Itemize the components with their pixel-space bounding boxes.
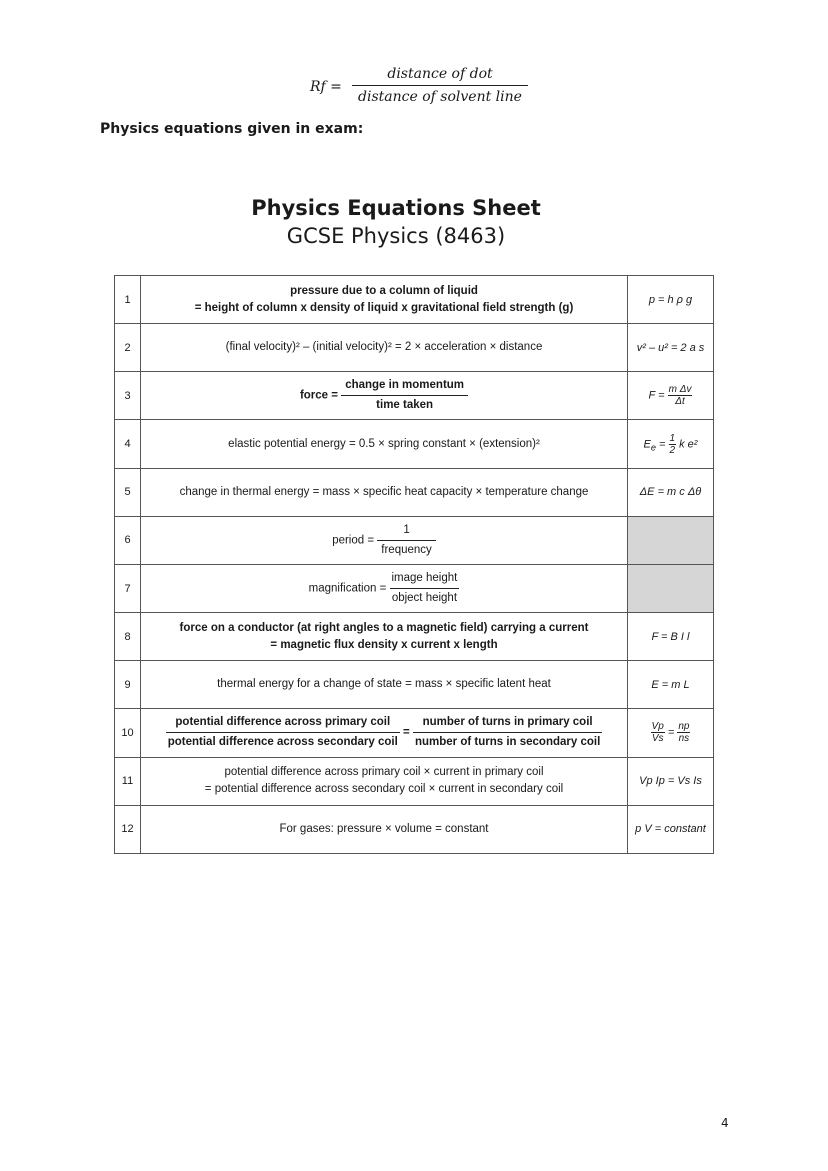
row-number: 5: [115, 468, 141, 516]
equation-symbol: ΔE = m c Δθ: [628, 468, 714, 516]
fraction-numerator: 1: [377, 522, 436, 541]
symbol-lhs: F =: [648, 389, 665, 402]
sheet-title: Physics Equations Sheet: [251, 196, 541, 220]
equation-text: For gases: pressure × volume = constant: [141, 805, 628, 853]
equation-symbol: [628, 372, 714, 420]
equation-symbol: Vp Ip = Vs Is: [628, 757, 714, 805]
equation-line: potential difference across primary coil × current in primary coil: [224, 766, 544, 779]
empty-symbol-cell: [628, 564, 714, 612]
symbol-numerator: m Δv: [668, 384, 692, 396]
fraction-numerator: potential difference across primary coil: [166, 714, 400, 733]
intro-heading: Physics equations given in exam:: [100, 121, 364, 137]
equation-text: [141, 276, 628, 324]
symbol-fraction: [651, 721, 665, 744]
equation-equals: =: [403, 727, 410, 740]
equation-fraction: [413, 714, 602, 751]
equation-lhs: magnification =: [308, 582, 387, 595]
equation-symbol: E = m L: [628, 661, 714, 709]
equation-text: [141, 613, 628, 661]
fraction-numerator: image height: [390, 570, 460, 589]
rf-fraction: [352, 66, 528, 105]
table-row: [115, 564, 714, 612]
symbol-subscript: e: [650, 442, 656, 453]
symbol-denominator: 2: [669, 444, 676, 456]
symbol-numerator: np: [678, 721, 690, 733]
fraction-denominator: potential difference across secondary coil: [167, 736, 398, 749]
symbol-rhs: k e²: [676, 437, 698, 450]
row-number: 1: [115, 276, 141, 324]
table-row: [115, 420, 714, 468]
table-row: [115, 757, 714, 805]
equation-text: [141, 516, 628, 564]
symbol-numerator: 1: [669, 432, 676, 444]
equation-lhs: period =: [332, 534, 375, 547]
rf-numerator: distance of dot: [352, 66, 528, 86]
equation-symbol: v² – u² = 2 a s: [628, 324, 714, 372]
empty-symbol-cell: [628, 516, 714, 564]
row-number: 11: [115, 757, 141, 805]
equation-text: [141, 564, 628, 612]
symbol-fraction: [669, 433, 677, 456]
equation-text: elastic potential energy = 0.5 × spring constant × (extension)²: [141, 420, 628, 468]
table-row: [115, 276, 714, 324]
table-row: [115, 661, 714, 709]
symbol-denominator: Vs: [651, 733, 664, 745]
symbol-denominator: ns: [678, 733, 690, 745]
fraction-numerator: change in momentum: [341, 377, 468, 396]
equation-line: force on a conductor (at right angles to a magnetic field) carrying a current: [179, 621, 589, 634]
rf-lhs: Rf =: [310, 79, 342, 95]
equation-text: [141, 757, 628, 805]
equation-line: = height of column x density of liquid x gravitational field strength (g): [194, 301, 574, 314]
symbol-equals: =: [655, 437, 666, 450]
table-row: [115, 709, 714, 757]
equation-line: pressure due to a column of liquid: [290, 284, 478, 297]
equation-lhs: force =: [299, 389, 338, 402]
table-row: [115, 324, 714, 372]
symbol-denominator: Δt: [675, 396, 685, 408]
rf-denominator: distance of solvent line: [358, 89, 522, 105]
fraction-numerator: number of turns in primary coil: [413, 714, 602, 733]
table-row: [115, 372, 714, 420]
table-row: [115, 613, 714, 661]
row-number: 8: [115, 613, 141, 661]
symbol-lhs: E: [643, 437, 651, 450]
equation-fraction: [341, 377, 468, 414]
symbol-fraction: [677, 721, 690, 744]
fraction-denominator: frequency: [381, 543, 432, 556]
equation-symbol: p V = constant: [628, 805, 714, 853]
rf-formula: [310, 66, 540, 112]
equation-text: [141, 709, 628, 757]
row-number: 7: [115, 564, 141, 612]
row-number: 6: [115, 516, 141, 564]
equation-symbol: [628, 709, 714, 757]
fraction-denominator: object height: [391, 592, 458, 605]
equation-text: thermal energy for a change of state = mass × specific latent heat: [141, 661, 628, 709]
equation-line: = magnetic flux density x current x length: [270, 638, 498, 651]
equation-text: [141, 372, 628, 420]
table-row: [115, 516, 714, 564]
equations-table: [114, 275, 714, 854]
symbol-equals: =: [667, 726, 675, 739]
equation-symbol: p = h ρ g: [628, 276, 714, 324]
equation-fraction: [390, 570, 460, 607]
equation-symbol: [628, 420, 714, 468]
equation-text: (final velocity)² – (initial velocity)² = 2 × acceleration × distance: [141, 324, 628, 372]
table-row: [115, 805, 714, 853]
equation-symbol: F = B I l: [628, 613, 714, 661]
equation-fraction: [377, 522, 436, 559]
equation-text: change in thermal energy = mass × specific heat capacity × temperature change: [141, 468, 628, 516]
symbol-numerator: Vp: [651, 721, 664, 733]
row-number: 2: [115, 324, 141, 372]
row-number: 4: [115, 420, 141, 468]
row-number: 9: [115, 661, 141, 709]
equation-fraction: [166, 714, 400, 751]
fraction-denominator: number of turns in secondary coil: [414, 736, 601, 749]
row-number: 3: [115, 372, 141, 420]
sheet-subtitle: GCSE Physics (8463): [286, 224, 506, 248]
equation-line: = potential difference across secondary coil × current in secondary coil: [204, 783, 564, 796]
table-row: [115, 468, 714, 516]
row-number: 12: [115, 805, 141, 853]
symbol-fraction: [668, 384, 693, 407]
row-number: 10: [115, 709, 141, 757]
fraction-denominator: time taken: [376, 399, 434, 412]
page-number: 4: [721, 1116, 729, 1130]
